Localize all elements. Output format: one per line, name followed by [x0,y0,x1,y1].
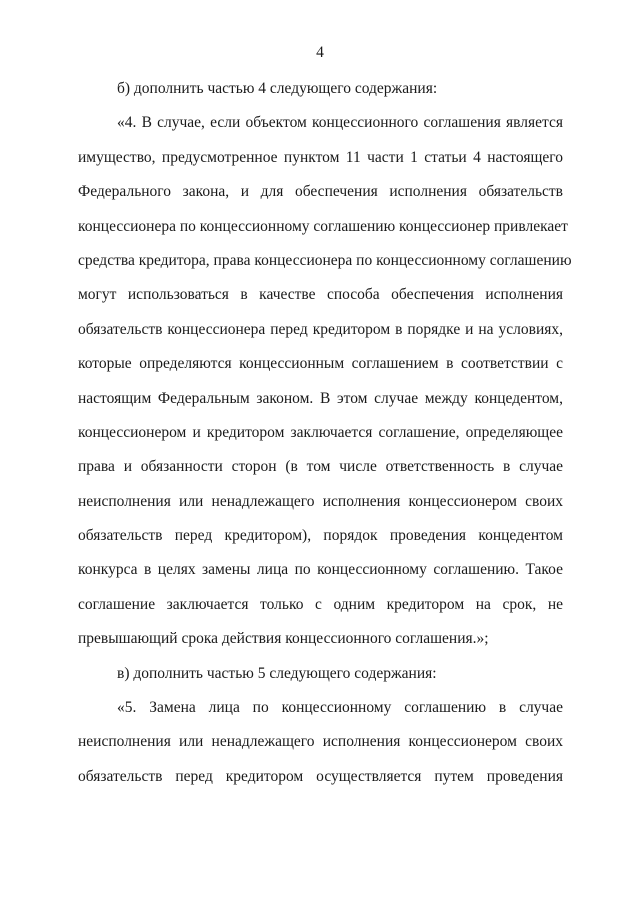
paragraph-line: обязательств перед кредитором осуществляется путем проведения [78,767,563,785]
paragraph-line: конкурса в целях замены лица по концессионному соглашению. Такое [78,561,563,579]
paragraph-line: неисполнения или ненадлежащего исполнения концессионером своих [78,733,563,751]
paragraph-line-end: превышающий срока действия концессионного соглашения.»; [78,630,489,648]
paragraph-line: концессионером и кредитором заключается соглашение, определяющее [78,423,563,441]
paragraph-line: «5. Замена лица по концессионному соглашению в случае [117,699,563,717]
paragraph-line: обязательств перед кредитором), порядок проведения концедентом [78,527,563,545]
paragraph-line: которые определяются концессионным соглашением в соответствии с [78,355,563,373]
paragraph-line: имущество, предусмотренное пунктом 11 части 1 статьи 4 настоящего [78,148,563,166]
paragraph-line: Федерального закона, и для обеспечения исполнения обязательств [78,183,563,201]
paragraph-line-b-heading: б) дополнить частью 4 следующего содержания: [117,80,438,97]
paragraph-line: соглашение заключается только с одним кредитором на срок, не [78,595,563,613]
paragraph-line: средства кредитора, права концессионера по концессионному соглашению [78,251,572,269]
paragraph-line: настоящим Федеральным законом. В этом случае между концедентом, [78,389,563,407]
paragraph-line: обязательств концессионера перед кредитором в порядке и на условиях, [78,320,563,338]
paragraph-line: неисполнения или ненадлежащего исполнения концессионером своих [78,492,563,510]
paragraph-line-v-heading: в) дополнить частью 5 следующего содержания: [117,664,437,682]
paragraph-line: концессионера по концессионному соглашению концессионер привлекает [78,217,568,235]
page-number: 4 [316,44,324,61]
paragraph-line: «4. В случае, если объектом концессионного соглашения является [117,114,563,132]
paragraph-line: могут использоваться в качестве способа обеспечения исполнения [78,286,563,304]
document-body [78,72,572,794]
paragraph-line: права и обязанности сторон (в том числе ответственность в случае [78,458,563,476]
